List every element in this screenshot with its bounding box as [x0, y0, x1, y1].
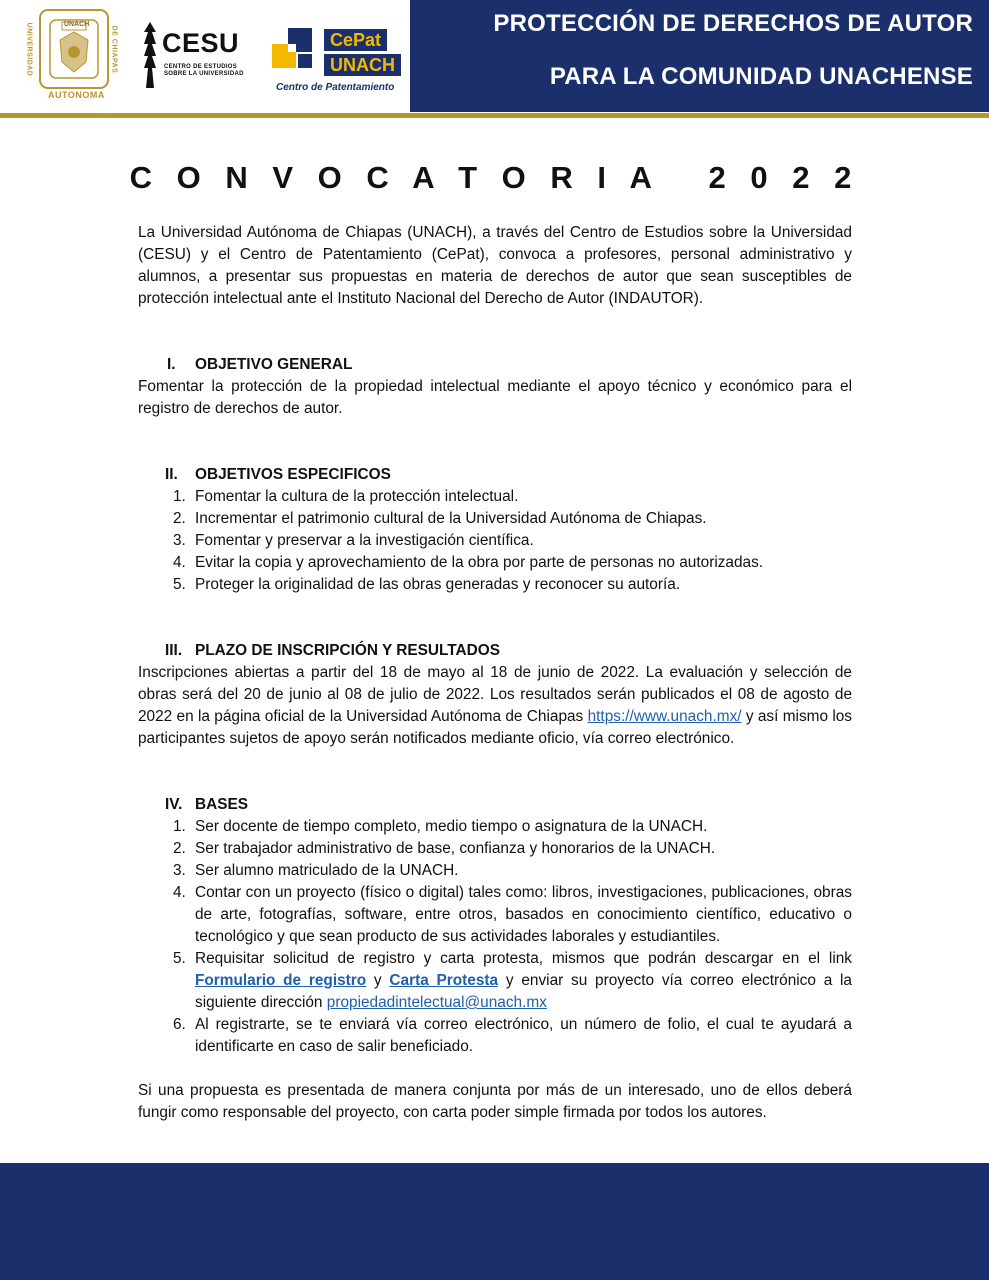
unach-text-right: DE CHIAPAS [110, 25, 118, 74]
header-title-line2: PARA LA COMUNIDAD UNACHENSE [549, 63, 973, 90]
header-band [410, 0, 989, 112]
list-item: 5. Requisitar solicitud de registro y carta protesta, mismos que podrán descargar en el link Formulario de registro y Carta Protesta y enviar su proyecto vía correo electrónico a la siguiente dirección propiedadintelectual@unach.mx [173, 950, 852, 1011]
section-plazo [138, 640, 852, 750]
header-title-line1: PROTECCIÓN DE DERECHOS DE AUTOR [493, 10, 973, 37]
list-item: 3. Ser alumno matriculado de la UNACH. [173, 862, 459, 879]
section-title: BASES [195, 796, 249, 813]
list-item: 5. Proteger la originalidad de las obras generadas y reconocer su autoría. [173, 576, 681, 593]
unach-website-link[interactable]: https://www.unach.mx/ [587, 708, 742, 725]
list-item: 4. Contar con un proyecto (físico o digital) tales como: libros, investigaciones, publicaciones, obras de arte, fotografías, software, entre otros, basados en conocimiento científico, educativo o tecnológico y que sean producto de sus actividades laborales y estudiantiles. [173, 884, 852, 945]
objetivos-list [138, 486, 852, 596]
unach-logo [26, 6, 122, 102]
carta-protesta-link[interactable]: Carta Protesta [389, 972, 499, 989]
cesu-sub2: SOBRE LA UNIVERSIDAD [164, 71, 244, 77]
cepat-name: CePat [324, 29, 387, 51]
section-title: OBJETIVOS ESPECIFICOS [195, 466, 391, 483]
list-item: 1. Ser docente de tiempo completo, medio tiempo o asignatura de la UNACH. [173, 818, 708, 835]
section-heading [138, 794, 852, 816]
list-item: 4. Evitar la copia y aprovechamiento de la obra por parte de personas no autorizadas. [173, 554, 764, 571]
intro-paragraph: La Universidad Autónoma de Chiapas (UNACH), a través del Centro de Estudios sobre la Universidad (CESU) y el Centro de Patentamiento (CePat), convoca a profesores, personal administrativo y alumnos, a presentar sus propuestas en materia de derechos de autor que sean susceptibles de protección intelectual ante el Instituto Nacional del Derecho de Autor (INDAUTOR). [138, 224, 852, 307]
list-item: 6. Al registrarte, se te enviará vía correo electrónico, un número de folio, el cual te ayudará a identificarte en caso de salir beneficiado. [173, 1016, 852, 1055]
section-text: Inscripciones abiertas a partir del 18 de mayo al 18 de junio de 2022. La evaluación y selección de obras será del 20 de junio al 08 de julio de 2022. Los resultados serán publicados el 08 de agosto de 2022 en la página oficial de la Universidad Autónoma de Chiapas https://www.unach.mx/ y así mismo los participantes sujetos de apoyo serán notificados mediante oficio, vía correo electrónico. [138, 664, 852, 747]
cesu-mark-icon [142, 22, 158, 88]
cesu-name: CESU [162, 28, 240, 58]
list-item: 2. Incrementar el patrimonio cultural de la Universidad Autónoma de Chiapas. [173, 510, 707, 527]
cepat-unach: UNACH [324, 54, 401, 76]
unach-text-bottom: AUTONOMA [48, 90, 105, 100]
unach-badge: UNACH [64, 21, 90, 28]
section-number: I. [167, 356, 176, 373]
cesu-sub1: CENTRO DE ESTUDIOS [164, 64, 238, 70]
section-number: III. [165, 642, 183, 659]
section-objetivo-general [138, 354, 852, 420]
section-heading [138, 464, 852, 486]
gold-divider [0, 113, 989, 118]
document-title: C O N V O C A T O R I A 2 0 2 2 [129, 160, 860, 195]
section-heading [138, 354, 852, 376]
formulario-registro-link[interactable]: Formulario de registro [195, 972, 367, 989]
section-bases [138, 794, 852, 1058]
section-number: II. [165, 466, 178, 483]
page-footer [0, 1163, 989, 1280]
bases-list [138, 816, 852, 1058]
section-title: PLAZO DE INSCRIPCIÓN Y RESULTADOS [195, 642, 500, 659]
section-objetivos-especificos [138, 464, 852, 596]
list-item: 3. Fomentar y preservar a la investigación científica. [173, 532, 534, 549]
closing-paragraph: Si una propuesta es presentada de manera conjunta por más de un interesado, uno de ellos deberá fungir como responsable del proyecto, con carta poder simple firmada por todos los autores. [138, 1082, 852, 1121]
unach-text-top: UNIVERSIDAD [25, 22, 33, 77]
page-header [0, 0, 989, 118]
section-title: OBJETIVO GENERAL [195, 356, 353, 373]
logo-group [0, 0, 410, 112]
cesu-logo [140, 18, 255, 92]
section-text: Fomentar la protección de la propiedad intelectual mediante el apoyo técnico y económico para el registro de derechos de autor. [138, 378, 852, 417]
section-heading [138, 640, 852, 662]
list-item: 2. Ser trabajador administrativo de base, confianza y honorarios de la UNACH. [173, 840, 716, 857]
cepat-subtitle: Centro de Patentamiento [276, 82, 395, 93]
cepat-blocks-icon [272, 28, 322, 78]
email-link[interactable]: propiedadintelectual@unach.mx [326, 994, 547, 1011]
section-number: IV. [165, 796, 183, 813]
document-body [138, 222, 852, 1124]
list-item: 1. Fomentar la cultura de la protección intelectual. [173, 488, 519, 505]
cepat-logo [272, 26, 407, 98]
